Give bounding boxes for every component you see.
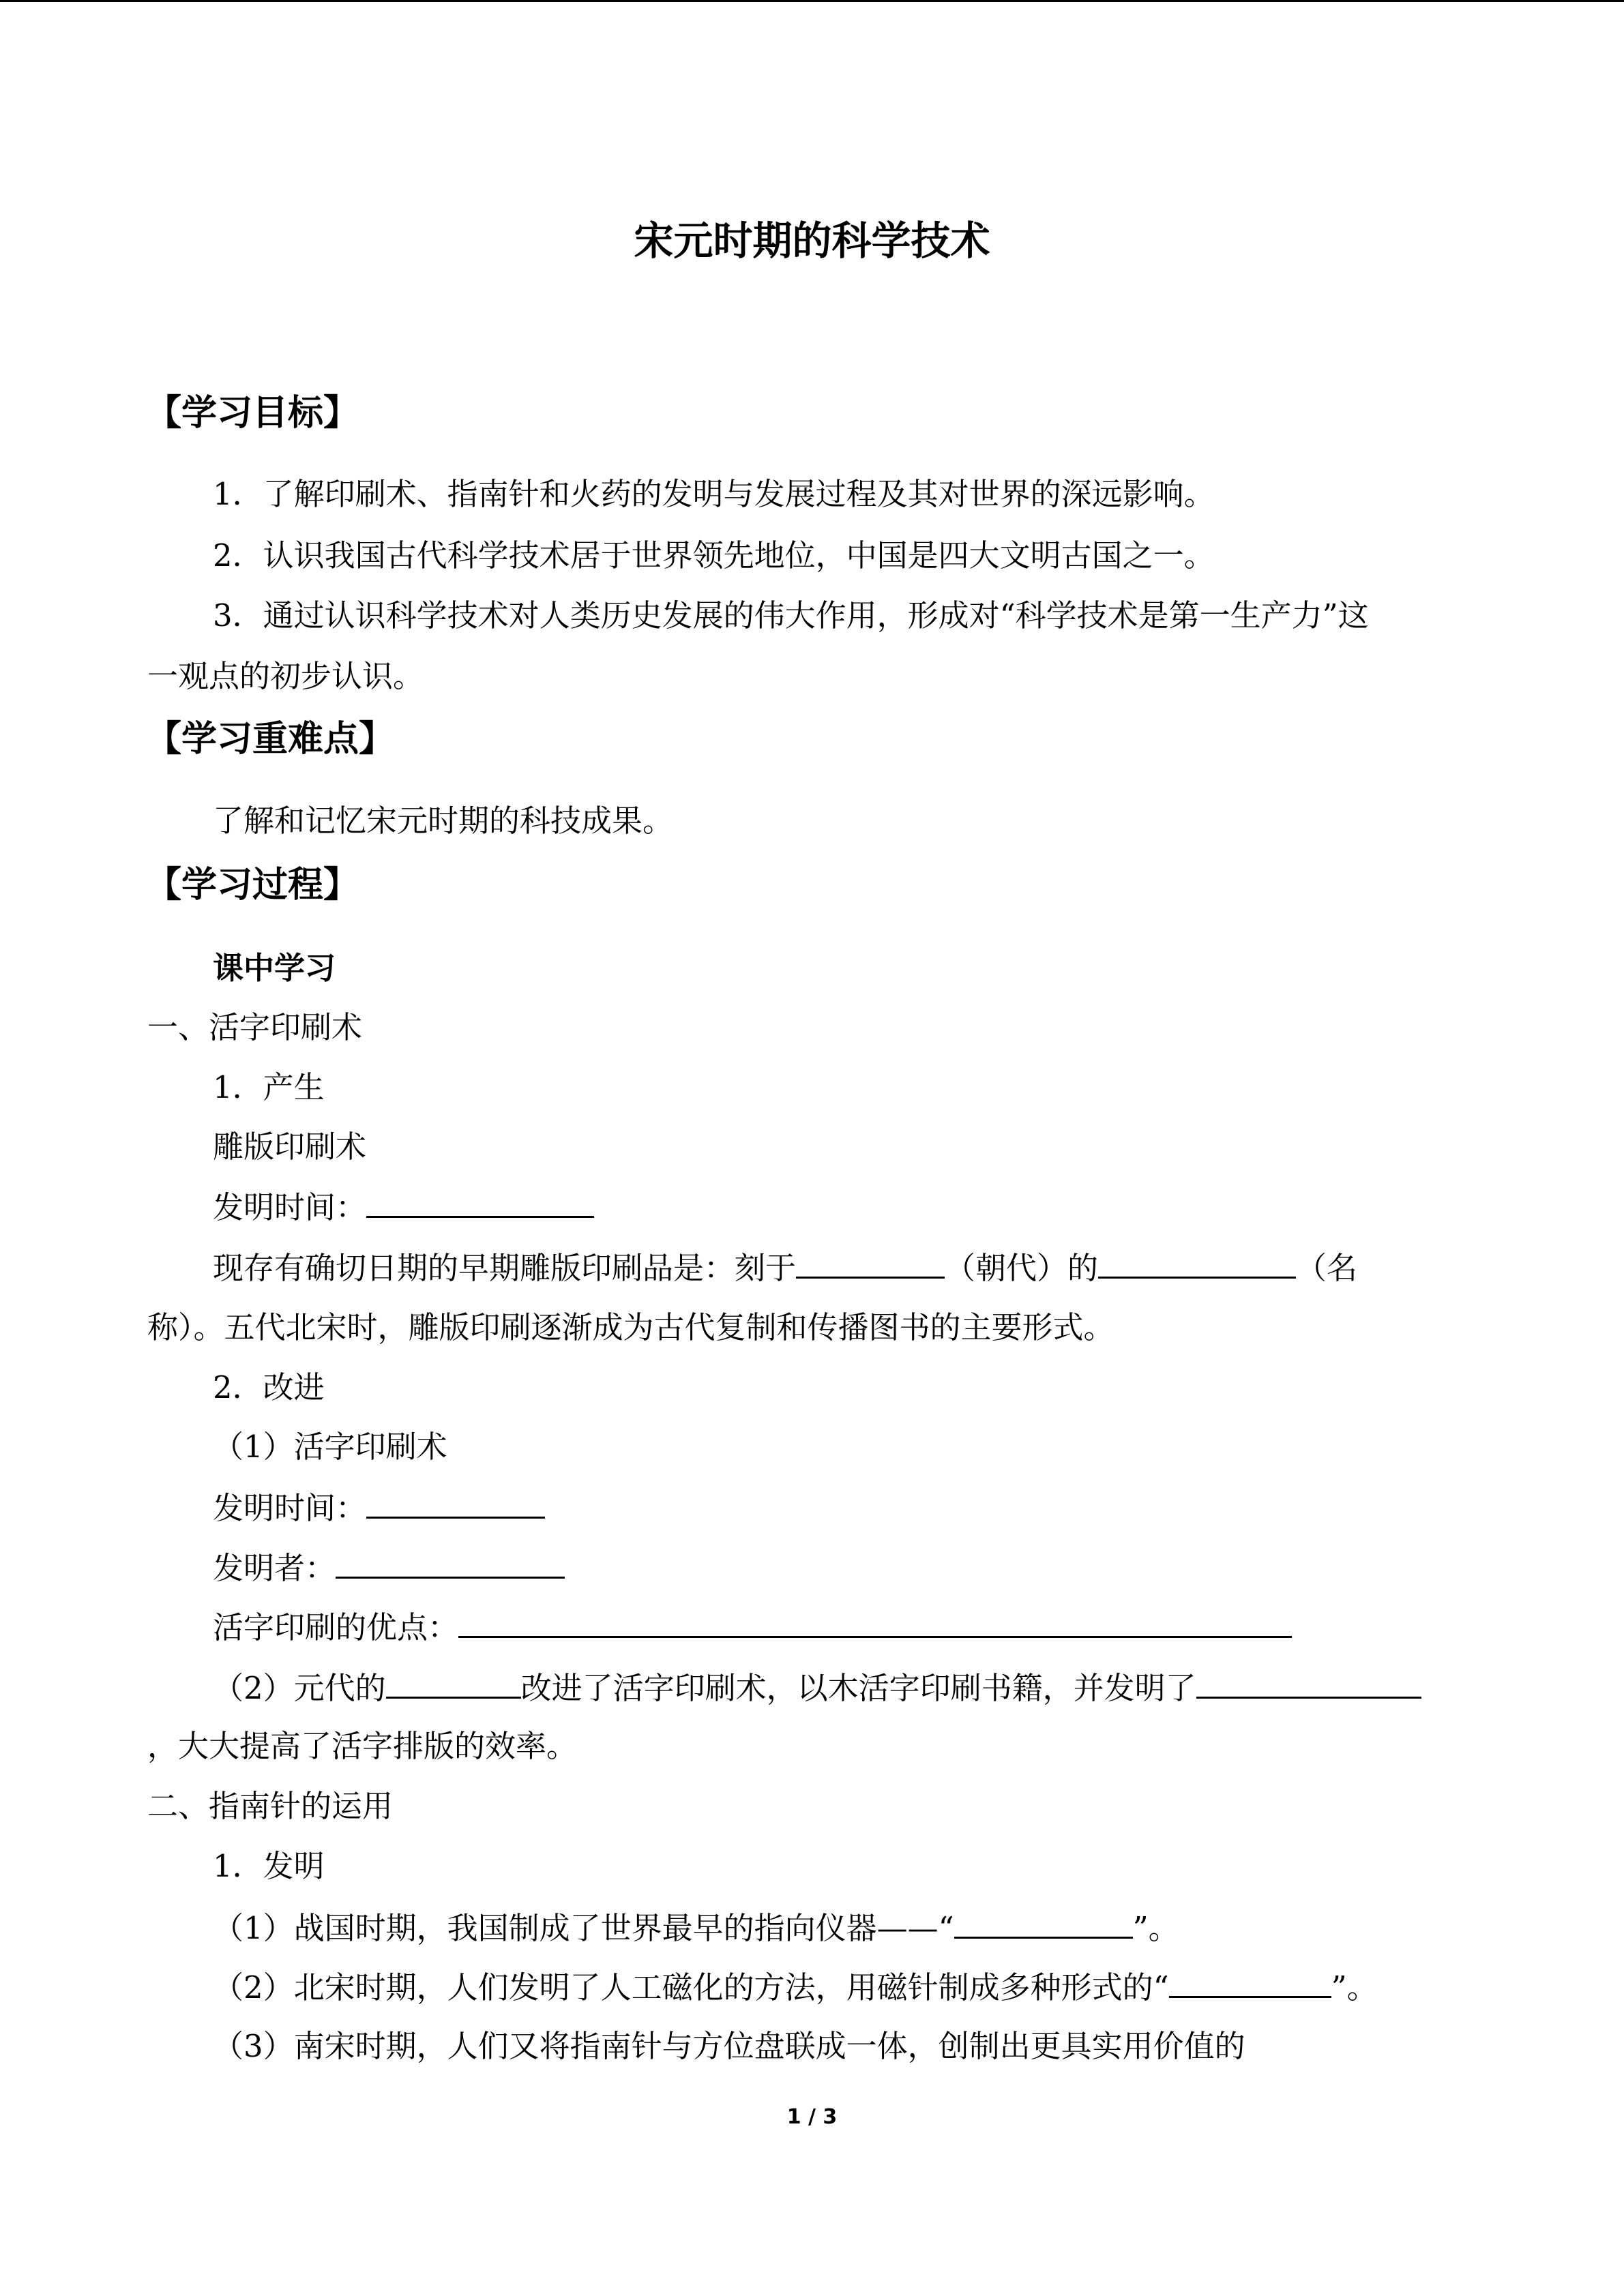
northern-song-text-b: ”。 [1331, 1969, 1378, 2006]
movable-type-subheading: （1）活字印刷术 [213, 1429, 447, 1465]
keypoints-heading: 【学习重难点】 [146, 719, 395, 760]
compass-form-blank[interactable] [1169, 1966, 1331, 1998]
warring-states-text-b: ”。 [1132, 1910, 1179, 1946]
warring-states-text-a: （1）战国时期，我国制成了世界最早的指向仪器——“ [213, 1910, 954, 1946]
earliest-print-text-a: 现存有确切日期的早期雕版印刷品是：刻于 [213, 1250, 797, 1286]
yuan-text-b: 改进了活字印刷术，以木活字印刷书籍，并发明了 [520, 1670, 1196, 1706]
earliest-print-line [213, 1247, 1357, 1289]
inventor-label: 发明者： [213, 1550, 336, 1586]
section-1-title: 一、活字印刷术 [147, 1009, 363, 1045]
objective-item-3-cont: 一观点的初步认识。 [147, 658, 424, 694]
keypoints-text: 了解和记忆宋元时期的科技成果。 [213, 803, 674, 839]
advantage-blank[interactable] [458, 1606, 1292, 1638]
southern-song-line: （3）南宋时期，人们又将指南针与方位盘联成一体，创制出更具实用价值的 [213, 2028, 1245, 2064]
invent-time-2-label: 发明时间： [213, 1490, 367, 1526]
objective-item-2: 2．认识我国古代科学技术居于世界领先地位，中国是四大文明古国之一。 [213, 537, 1215, 573]
section-2-item-1: 1．发明 [213, 1848, 325, 1884]
yuan-person-blank[interactable] [386, 1667, 521, 1699]
top-border-line [0, 0, 1624, 2]
advantage-line [213, 1606, 1292, 1648]
earliest-print-text-b: （朝代）的 [945, 1250, 1099, 1286]
objectives-heading: 【学习目标】 [146, 393, 359, 434]
document-title: 宋元时期的科学技术 [634, 218, 990, 264]
inventor-line [213, 1547, 565, 1589]
section-1-item-1: 1．产生 [213, 1069, 325, 1105]
dynasty-blank[interactable] [796, 1247, 945, 1279]
northern-song-text-a: （2）北宋时期，人们发明了人工磁化的方法，用磁针制成多种形式的“ [213, 1969, 1169, 2006]
yuan-invention-blank[interactable] [1196, 1667, 1421, 1699]
section-1-item-2: 2．改进 [213, 1369, 325, 1405]
section-2-title: 二、指南针的运用 [147, 1788, 394, 1824]
page-number: 1 / 3 [786, 2105, 838, 2129]
yuan-improvement-cont: ，大大提高了活字排版的效率。 [147, 1728, 578, 1764]
warring-states-line [213, 1907, 1179, 1949]
process-subheading: 课中学习 [213, 950, 336, 986]
objective-item-3: 3．通过认识科学技术对人类历史发展的伟大作用，形成对“科学技术是第一生产力”这 [213, 597, 1369, 633]
objective-item-1: 1．了解印刷术、指南针和火药的发明与发展过程及其对世界的深远影响。 [213, 476, 1215, 512]
woodblock-label: 雕版印刷术 [213, 1129, 367, 1165]
northern-song-line [213, 1966, 1378, 2008]
invent-time-line [213, 1186, 594, 1228]
invent-time-blank[interactable] [366, 1186, 594, 1218]
invent-time-label: 发明时间： [213, 1189, 367, 1225]
earliest-print-cont: 称）。五代北宋时，雕版印刷逐渐成为古代复制和传播图书的主要形式。 [147, 1309, 1114, 1345]
invent-time-2-blank[interactable] [366, 1487, 545, 1519]
process-heading: 【学习过程】 [146, 865, 359, 906]
inventor-blank[interactable] [336, 1547, 565, 1579]
earliest-print-text-c: （名 [1296, 1250, 1358, 1286]
instrument-blank[interactable] [954, 1907, 1133, 1939]
advantage-label: 活字印刷的优点： [213, 1609, 459, 1645]
yuan-improvement-line [213, 1667, 1421, 1709]
print-name-blank[interactable] [1098, 1247, 1296, 1279]
invent-time-2-line [213, 1487, 545, 1529]
yuan-text-a: （2）元代的 [213, 1670, 386, 1706]
